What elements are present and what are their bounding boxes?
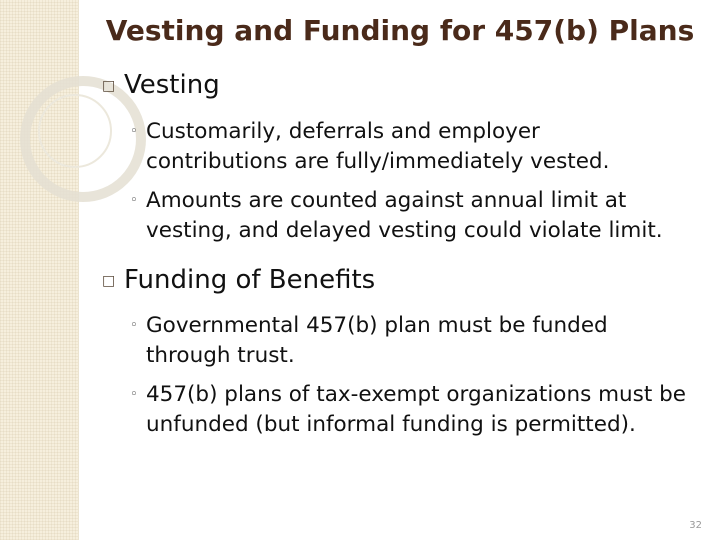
- page-number: 32: [689, 520, 702, 531]
- decorative-inner-ring-icon: [38, 94, 112, 168]
- bullet-point: [130, 380, 715, 440]
- bullet-line-2: through trust.: [146, 343, 295, 368]
- section-heading-funding: [102, 265, 375, 295]
- bullet-line-1: Customarily, deferrals and employer: [146, 119, 540, 144]
- bullet-point: [130, 117, 715, 177]
- hollow-circle-bullet-icon: ◦: [130, 193, 138, 208]
- section-heading-label: Funding of Benefits: [124, 265, 376, 295]
- hollow-circle-bullet-icon: ◦: [130, 124, 138, 139]
- bullet-line-1: Governmental 457(b) plan must be funded: [146, 313, 608, 338]
- section-heading-vesting: [102, 70, 220, 100]
- hollow-square-bullet-icon: □: [102, 272, 116, 289]
- bullet-line-1: Amounts are counted against annual limit at: [146, 188, 627, 213]
- bullet-line-1: 457(b) plans of tax-exempt organizations must be: [146, 382, 687, 407]
- hollow-circle-bullet-icon: ◦: [130, 387, 138, 402]
- hollow-circle-bullet-icon: ◦: [130, 318, 138, 333]
- bullet-line-2: vesting, and delayed vesting could violate limit.: [146, 218, 663, 243]
- bullet-line-2: unfunded (but informal funding is permitted).: [146, 412, 636, 437]
- slide-title: Vesting and Funding for 457(b) Plans: [105, 14, 695, 47]
- hollow-square-bullet-icon: □: [102, 77, 116, 94]
- bullet-point: [130, 311, 715, 371]
- bullet-line-2: contributions are fully/immediately vested.: [146, 149, 610, 174]
- section-heading-label: Vesting: [124, 70, 220, 100]
- bullet-point: [130, 186, 715, 246]
